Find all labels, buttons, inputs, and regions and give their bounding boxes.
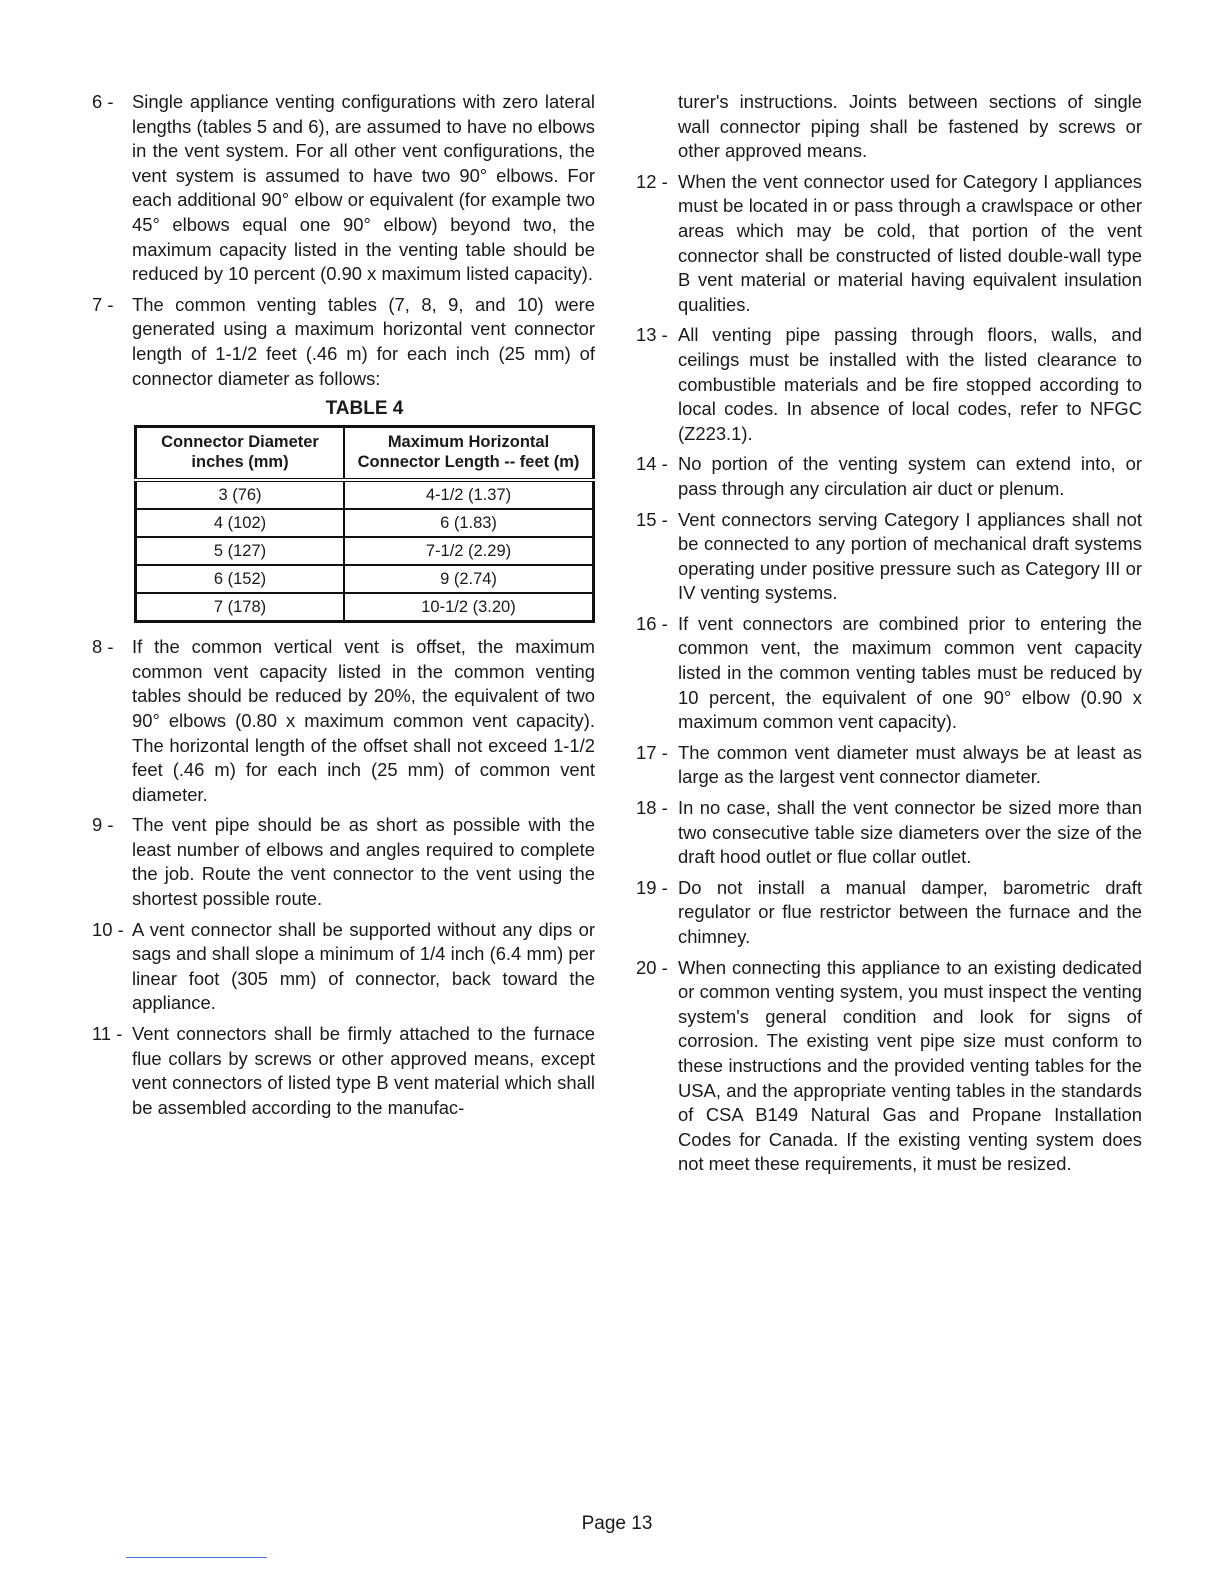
cell-diameter: 4 (102) bbox=[136, 509, 345, 537]
header-connector-diameter: Connector Diameter inches (mm) bbox=[136, 427, 345, 481]
cell-diameter: 5 (127) bbox=[136, 537, 345, 565]
list-item-10 bbox=[92, 918, 595, 1016]
table-row bbox=[136, 565, 594, 593]
item-number: 16 - bbox=[636, 612, 668, 634]
list-item-18 bbox=[636, 796, 1142, 870]
list-item-11 bbox=[92, 1022, 595, 1120]
list-item-7 bbox=[92, 293, 595, 391]
item-number: 14 - bbox=[636, 453, 668, 475]
table-title: TABLE 4 bbox=[325, 398, 404, 420]
item-text: In no case, shall the vent connector be sized more than two consecutive table size diameters over the size of the draft hood outlet or flue collar outlet. bbox=[678, 797, 1142, 868]
item-text: Vent connectors shall be firmly attached to the furnace flue collars by screws or other approved means, except vent connectors of listed type B vent material which shall be assembled according to the manufac- bbox=[132, 1023, 595, 1118]
list-item-11-continued: turer's instructions. Joints between sections of single wall connector piping shall be fastened by screws or other approved means. bbox=[678, 91, 1142, 162]
list-item-13 bbox=[636, 323, 1142, 446]
left-column bbox=[92, 90, 595, 1126]
table-row bbox=[136, 509, 594, 537]
cell-length: 9 (2.74) bbox=[344, 565, 594, 593]
cell-length: 6 (1.83) bbox=[344, 509, 594, 537]
footer-divider bbox=[126, 1557, 267, 1558]
item-number: 15 - bbox=[636, 508, 668, 530]
list-item-17 bbox=[636, 741, 1142, 790]
item-text: If the common vertical vent is offset, the maximum common vent capacity listed in the common venting tables should be reduced by 20%, the equivalent of two 90° elbows (0.80 x maximum common vent capacity). The horizontal length of the offset shall not exceed 1-1/2 feet (.46 m) for each inch (25 mm) of common vent diameter. bbox=[132, 636, 595, 805]
page-number: Page 13 bbox=[581, 1513, 653, 1534]
item-text: Do not install a manual damper, barometric draft regulator or flue restrictor between the furnace and the chimney. bbox=[678, 876, 1142, 947]
item-text: All venting pipe passing through floors, walls, and ceilings must be installed with the listed clearance to combustible materials and be fire stopped according to local codes. In absence of local codes, refer to NFGC (Z223.1). bbox=[678, 324, 1142, 444]
item-text: Single appliance venting configurations with zero lateral lengths (tables 5 and 6), are assumed to have no elbows in the vent system. For all other vent configurations, the vent system is assumed to have two 90° elbows. For each additional 90° elbow or equivalent (for example two 45° elbows equal one 90° elbow) beyond two, the maximum capacity listed in the venting table should be reduced by 10 percent (0.90 x maximum listed capacity). bbox=[132, 91, 595, 285]
table-header-row bbox=[136, 427, 594, 481]
connector-length-table bbox=[134, 425, 595, 623]
item-number: 12 - bbox=[636, 170, 668, 192]
table-4 bbox=[134, 397, 595, 623]
list-item-15 bbox=[636, 508, 1142, 606]
item-number: 13 - bbox=[636, 324, 668, 346]
item-number: 17 - bbox=[636, 741, 668, 763]
item-number: 7 - bbox=[92, 293, 114, 315]
item-text: When connecting this appliance to an existing dedicated or common venting system, you must inspect the venting system's general condition and look for signs of corrosion. The existing vent pipe size must conform to these instructions and the provided venting tables for the USA, and the appropriate venting tables in the standards of CSA B149 Natural Gas and Propane Installation Codes for Canada. If the existing venting system does not meet these requirements, it must be resized. bbox=[678, 956, 1142, 1175]
list-item-16 bbox=[636, 612, 1142, 735]
list-item-6 bbox=[92, 90, 595, 287]
table-row bbox=[136, 593, 594, 622]
list-item-12 bbox=[636, 170, 1142, 318]
list-item-14 bbox=[636, 452, 1142, 501]
cell-length: 10-1/2 (3.20) bbox=[344, 593, 594, 622]
item-number: 18 - bbox=[636, 797, 668, 819]
list-item-20 bbox=[636, 956, 1142, 1177]
item-number: 10 - bbox=[92, 918, 124, 940]
right-column bbox=[636, 90, 1142, 1183]
cell-diameter: 6 (152) bbox=[136, 565, 345, 593]
item-number: 11 - bbox=[92, 1023, 123, 1045]
cell-diameter: 7 (178) bbox=[136, 593, 345, 622]
list-item-19 bbox=[636, 876, 1142, 950]
header-max-horizontal-length: Maximum Horizontal Connector Length -- feet (m) bbox=[344, 427, 594, 481]
list-item-8 bbox=[92, 635, 595, 807]
item-text: Vent connectors serving Category I appliances shall not be connected to any portion of mechanical draft systems operating under positive pressure such as Category III or IV venting systems. bbox=[678, 508, 1142, 604]
item-number: 19 - bbox=[636, 876, 668, 898]
item-text: The vent pipe should be as short as possible with the least number of elbows and angles required to complete the job. Route the vent connector to the vent using the shortest possible route. bbox=[132, 814, 595, 910]
table-row bbox=[136, 480, 594, 509]
cell-length: 7-1/2 (2.29) bbox=[344, 537, 594, 565]
table-row bbox=[136, 537, 594, 565]
item-text: The common venting tables (7, 8, 9, and 10) were generated using a maximum horizontal vent connector length of 1-1/2 feet (.46 m) for each inch (25 mm) of connector diameter as follows: bbox=[132, 293, 595, 389]
item-number: 8 - bbox=[92, 636, 114, 658]
item-number: 9 - bbox=[92, 814, 114, 836]
list-item-9 bbox=[92, 813, 595, 911]
item-number: 6 - bbox=[92, 91, 114, 112]
item-text: When the vent connector used for Category I appliances must be located in or pass through a crawlspace or other areas which may be cold, that portion of the vent connector shall be constructed of listed double-wall type B vent material or material having equivalent insulation qualities. bbox=[678, 170, 1142, 315]
item-number: 20 - bbox=[636, 956, 668, 978]
item-text: A vent connector shall be supported without any dips or sags and shall slope a minimum of 1/4 inch (6.4 mm) per linear foot (305 mm) of connector, back toward the appliance. bbox=[132, 918, 595, 1014]
cell-diameter: 3 (76) bbox=[136, 480, 345, 509]
cell-length: 4-1/2 (1.37) bbox=[344, 480, 594, 509]
item-text: If vent connectors are combined prior to entering the common vent, the maximum common vent capacity listed in the common venting tables must be reduced by 10 percent, the equivalent of one 90° elbow (0.90 x maximum common vent capacity). bbox=[678, 612, 1142, 733]
item-text: The common vent diameter must always be at least as large as the largest vent connector diameter. bbox=[678, 741, 1142, 788]
item-text: No portion of the venting system can extend into, or pass through any circulation air duct or plenum. bbox=[678, 453, 1142, 499]
